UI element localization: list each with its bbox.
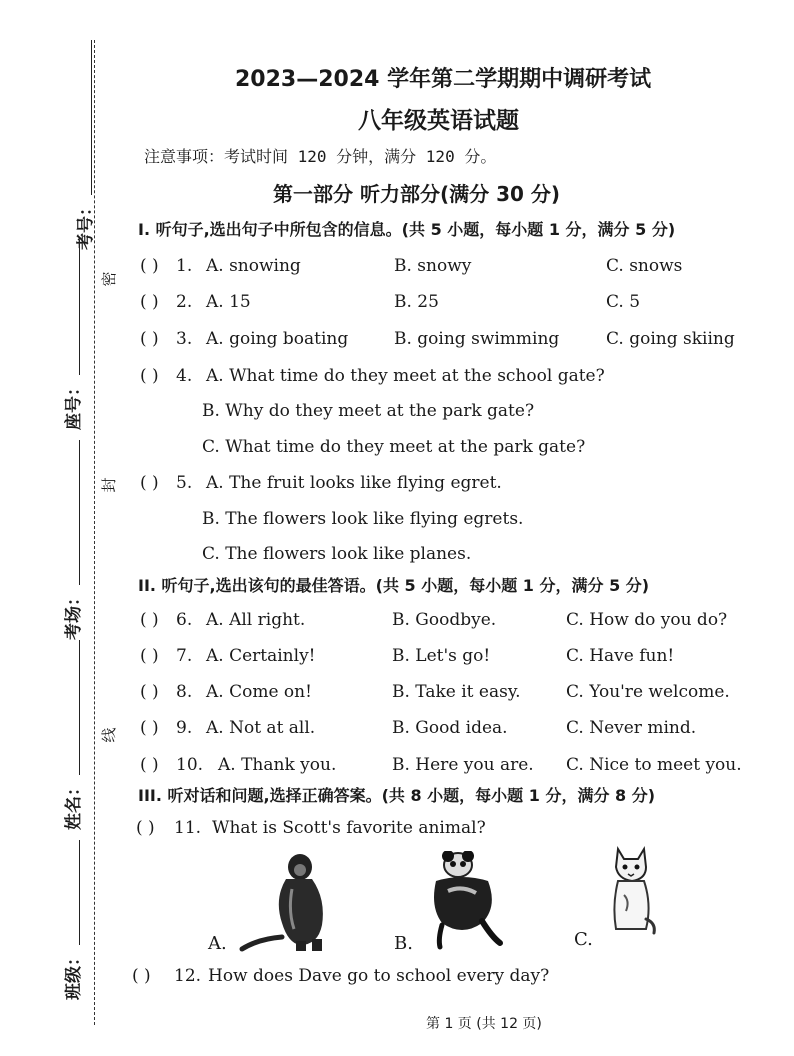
page-footer: 第 1 页 (共 12 页): [426, 1016, 542, 1032]
answer-blank[interactable]: ( ): [136, 818, 155, 838]
question-number: 3.: [176, 329, 193, 349]
seal-word-xian: 线: [98, 725, 120, 745]
option-a: A. What time do they meet at the school gate?: [206, 366, 605, 386]
question-number: 8.: [176, 682, 193, 702]
option-c: C. snows: [606, 256, 683, 276]
question-text: How does Dave go to school every day?: [208, 966, 550, 986]
answer-blank[interactable]: ( ): [140, 329, 159, 349]
question-row: [138, 718, 758, 744]
seat-number-field[interactable]: 座号：: [58, 240, 84, 430]
question-row: [130, 966, 750, 992]
question-row: [138, 610, 758, 636]
option-a: A. Certainly!: [206, 646, 316, 666]
part-heading: 第一部分 听力部分(满分 30 分): [273, 182, 561, 206]
picture-label-c: C.: [574, 929, 593, 950]
option-b: B. Why do they meet at the park gate?: [202, 401, 535, 421]
question-number: 11.: [174, 818, 202, 838]
name-field[interactable]: 姓名：: [58, 640, 84, 830]
question-number: 9.: [176, 718, 193, 738]
option-b: B. Good idea.: [392, 718, 508, 738]
question-row: [138, 292, 758, 318]
picture-options: [200, 845, 680, 965]
question-number: 7.: [176, 646, 193, 666]
answer-blank[interactable]: ( ): [140, 366, 159, 386]
exam-room-field[interactable]: 考场：: [58, 440, 84, 640]
option-a: A. snowing: [206, 256, 301, 276]
answer-blank[interactable]: ( ): [140, 256, 159, 276]
binding-margin: [0, 0, 130, 1056]
option-b: B. Here you are.: [392, 755, 534, 775]
option-c: C. The flowers look like planes.: [202, 544, 472, 564]
answer-blank[interactable]: ( ): [140, 473, 159, 493]
option-b: B. Goodbye.: [392, 610, 497, 630]
section-2-heading: II. 听句子,选出该句的最佳答语。(共 5 小题，每小题 1 分，满分 5 分): [138, 576, 650, 595]
section-3-heading: III. 听对话和问题,选择正确答案。(共 8 小题，每小题 1 分，满分 8 分): [138, 786, 656, 805]
monkey-icon[interactable]: [238, 849, 330, 953]
seal-word-feng: 封: [98, 475, 120, 495]
question-row: [138, 682, 758, 708]
answer-blank[interactable]: ( ): [140, 292, 159, 312]
question-row: [138, 473, 758, 499]
question-row: [138, 755, 758, 781]
question-number: 10.: [176, 755, 204, 775]
question-row: [138, 256, 758, 282]
option-c: C. Nice to meet you.: [566, 755, 742, 775]
option-b: B. 25: [394, 292, 439, 312]
option-b: B. snowy: [394, 256, 472, 276]
exam-subtitle: 八年级英语试题: [358, 108, 519, 134]
option-c: C. How do you do?: [566, 610, 728, 630]
option-a: A. The fruit looks like flying egret.: [206, 473, 502, 493]
answer-blank[interactable]: ( ): [140, 755, 159, 775]
option-b: B. The flowers look like flying egrets.: [202, 509, 524, 529]
option-c: C. 5: [606, 292, 641, 312]
exam-title: 2023—2024 学年第二学期期中调研考试: [235, 67, 652, 92]
picture-label-a: A.: [208, 933, 227, 954]
option-c: C. Never mind.: [566, 718, 697, 738]
question-row: [138, 366, 758, 392]
option-a: A. Come on!: [206, 682, 312, 702]
option-a: A. Thank you.: [218, 755, 337, 775]
question-number: 6.: [176, 610, 193, 630]
option-c: C. Have fun!: [566, 646, 675, 666]
option-c: C. You're welcome.: [566, 682, 730, 702]
picture-label-b: B.: [394, 933, 413, 954]
answer-blank[interactable]: ( ): [140, 610, 159, 630]
question-number: 2.: [176, 292, 193, 312]
cat-icon[interactable]: [604, 845, 664, 937]
option-a: A. All right.: [206, 610, 306, 630]
class-field[interactable]: 班级：: [58, 840, 84, 1000]
exam-notice: 注意事项：考试时间 120 分钟，满分 120 分。: [144, 147, 497, 166]
section-1-heading: I. 听句子,选出句子中所包含的信息。(共 5 小题，每小题 1 分，满分 5 分): [138, 220, 676, 239]
option-a: A. going boating: [206, 329, 349, 349]
panda-icon[interactable]: [422, 851, 506, 951]
answer-blank[interactable]: ( ): [140, 646, 159, 666]
exam-number-field[interactable]: 考号：: [70, 40, 96, 250]
option-b: B. Take it easy.: [392, 682, 521, 702]
question-row: [138, 329, 758, 355]
option-b: B. Let's go!: [392, 646, 491, 666]
seal-word-mi: 密: [98, 269, 120, 289]
question-number: 5.: [176, 473, 193, 493]
question-number: 12.: [174, 966, 202, 986]
option-c: C. What time do they meet at the park gate?: [202, 437, 586, 457]
option-b: B. going swimming: [394, 329, 560, 349]
question-number: 4.: [176, 366, 193, 386]
option-a: A. 15: [206, 292, 251, 312]
question-number: 1.: [176, 256, 193, 276]
answer-blank[interactable]: ( ): [140, 718, 159, 738]
answer-blank[interactable]: ( ): [140, 682, 159, 702]
option-c: C. going skiing: [606, 329, 735, 349]
question-text: What is Scott's favorite animal?: [212, 818, 486, 838]
option-a: A. Not at all.: [206, 718, 316, 738]
question-row: [138, 646, 758, 672]
question-row: [138, 818, 758, 844]
answer-blank[interactable]: ( ): [132, 966, 151, 986]
